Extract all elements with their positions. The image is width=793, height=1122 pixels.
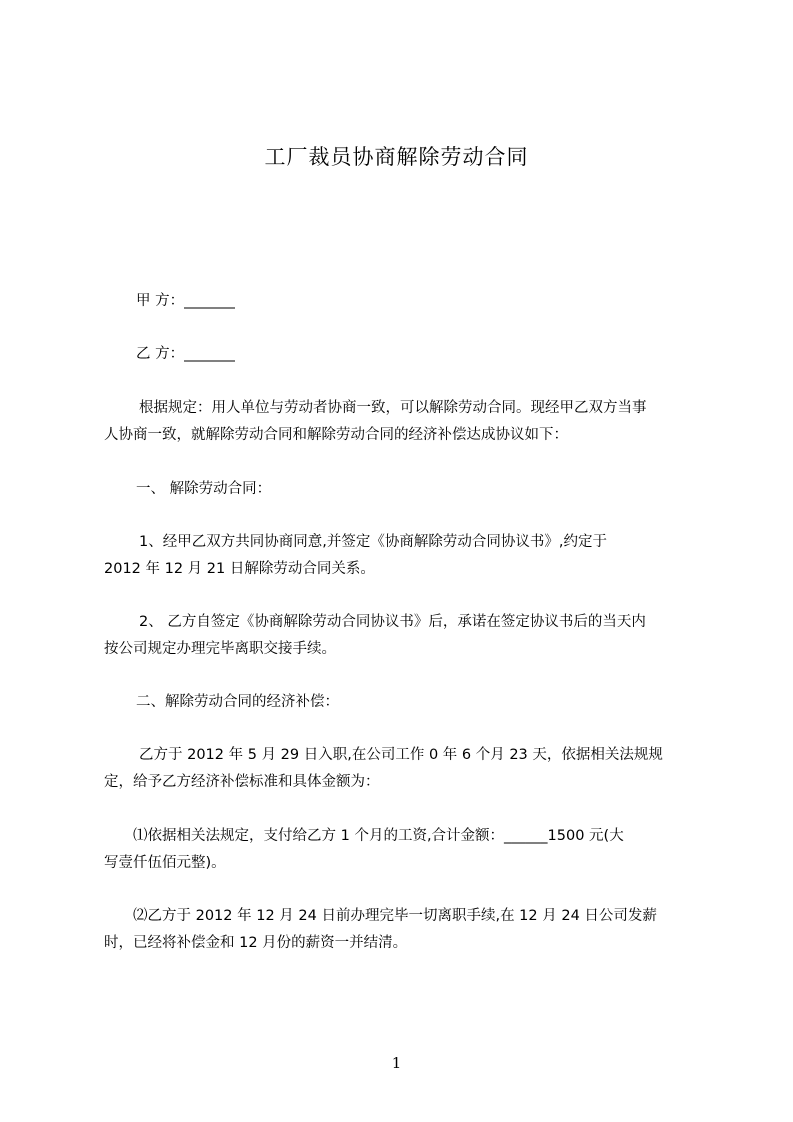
intro-line-1: 根据规定：用人单位与劳动者协商一致，可以解除劳动合同。现经甲乙双方当事 (139, 400, 647, 416)
section2-para-line-1: 乙方于 2012 年 5 月 29 日入职,在公司工作 0 年 6 个月 23 天，依据相关法规规 (139, 747, 663, 763)
section2-heading: 二、解除劳动合同的经济补偿： (136, 694, 339, 710)
section1-item1-line-2: 2012 年 12 月 21 日解除劳动合同关系。 (104, 561, 375, 577)
section1-heading: 一、 解除劳动合同： (136, 481, 272, 497)
section2-item1-line-2: 写壹仟伍佰元整)。 (104, 855, 226, 871)
party-a-line: 甲 方：_______ (136, 293, 235, 309)
section1-item1-line-1: 1、经甲乙双方共同协商同意,并签定《协商解除劳动合同协议书》,约定于 (139, 534, 607, 550)
party-b-line: 乙 方：_______ (136, 346, 235, 362)
intro-line-2: 人协商一致，就解除劳动合同和解除劳动合同的经济补偿达成协议如下： (104, 427, 568, 443)
page-number: 1 (391, 1054, 402, 1072)
section1-item2-line-1: 2、 乙方自签定《协商解除劳动合同协议书》后，承诺在签定协议书后的当天内 (139, 614, 646, 630)
section2-para-line-2: 定，给予乙方经济补偿标准和具体金额为： (104, 774, 380, 790)
section2-item2-line-2: 时，已经将补偿金和 12 月份的薪资一并结清。 (104, 935, 408, 951)
section2-item2-line-1: ⑵乙方于 2012 年 12 月 24 日前办理完毕一切离职手续,在 12 月 24 日公司发薪 (133, 908, 657, 924)
document-title: 工厂裁员协商解除劳动合同 (264, 145, 529, 169)
section2-item1-line-1: ⑴依据相关法规定，支付给乙方 1 个月的工资,合计金额：______1500 元(大 (133, 828, 624, 844)
section1-item2-line-2: 按公司规定办理完毕离职交接手续。 (104, 641, 336, 657)
